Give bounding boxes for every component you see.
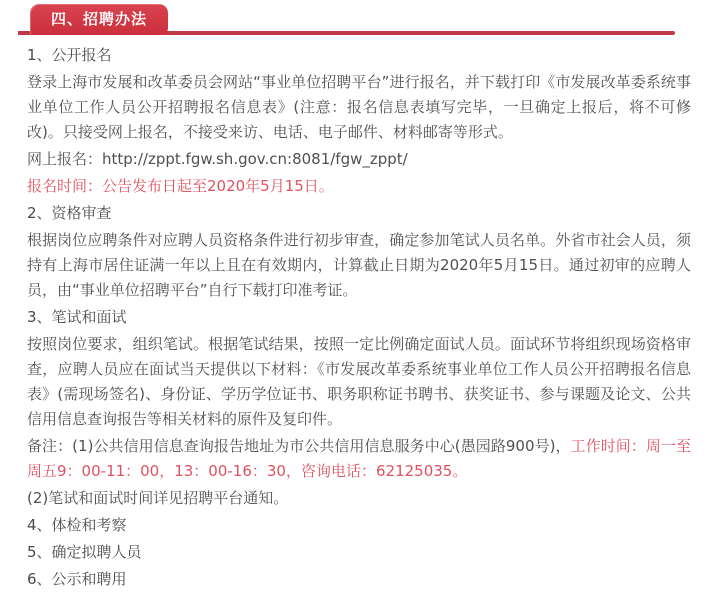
article-body: [0, 35, 719, 592]
para-registration-deadline: 报名时间：公告发布日起至2020年5月15日。: [27, 177, 334, 195]
para-note-test-time: (2)笔试和面试时间详见招聘平台通知。: [27, 489, 289, 507]
para-online-registration: [27, 147, 691, 172]
para-written-test-interview: 按照岗位要求，组织笔试。根据笔试结果，按照一定比例确定面试人员。面试环节将组织现场资格审查，应聘人员应在面试当天提供以下材料：《市发展改革委系统事业单位工作人员公开招聘报名信息表》(需现场签名)、身份证、学历学位证书、职务职称证书聘书、获奖证书、参与课题及论文、公共信用信息查询报告等相关材料的原件及复印件。: [27, 335, 691, 428]
para-registration-instructions: 登录上海市发展和改革委员会网站“事业单位招聘平台”进行报名，并下载打印《市发展改革委系统事业单位工作人员公开招聘报名信息表》(注意：报名信息表填写完毕，一旦确定上报后，将不可修改)。只接受网上报名，不接受来访、电话、电子邮件、材料邮寄等形式。: [27, 73, 691, 141]
heading-public-registration: 1、公开报名: [27, 46, 112, 64]
section-header: [0, 0, 719, 35]
heading-announcement-employment: 6、公示和聘用: [27, 570, 127, 588]
note-worktime-phone: 工作时间：周一至周五9：00-11：00，13：00-16：30，咨询电话：62125035。: [27, 437, 691, 480]
section-title-label: 四、招聘办法: [51, 10, 148, 28]
note-credit-report-text: 备注：(1)公共信用信息查询报告地址为市公共信用信息服务中心(愚园路900号)，: [27, 437, 571, 455]
heading-candidate-determination: 5、确定拟聘人员: [27, 543, 142, 561]
registration-url: http://zppt.fgw.sh.gov.cn:8081/fgw_zppt/: [102, 150, 408, 168]
online-registration-label: 网上报名：: [27, 150, 103, 168]
para-note-credit-report: [27, 434, 691, 484]
heading-physical-exam-inspection: 4、体检和考察: [27, 516, 127, 534]
heading-written-test-interview: 3、笔试和面试: [27, 308, 127, 326]
section-title-badge: [30, 4, 168, 35]
heading-qualification-review: 2、资格审查: [27, 204, 112, 222]
para-qualification-review: 根据岗位应聘条件对应聘人员资格条件进行初步审查，确定参加笔试人员名单。外省市社会人员，须持有上海市居住证满一年以上且在有效期内，计算截止日期为2020年5月15日。通过初审的应聘人员，由“事业单位招聘平台”自行下载打印准考证。: [27, 231, 691, 299]
